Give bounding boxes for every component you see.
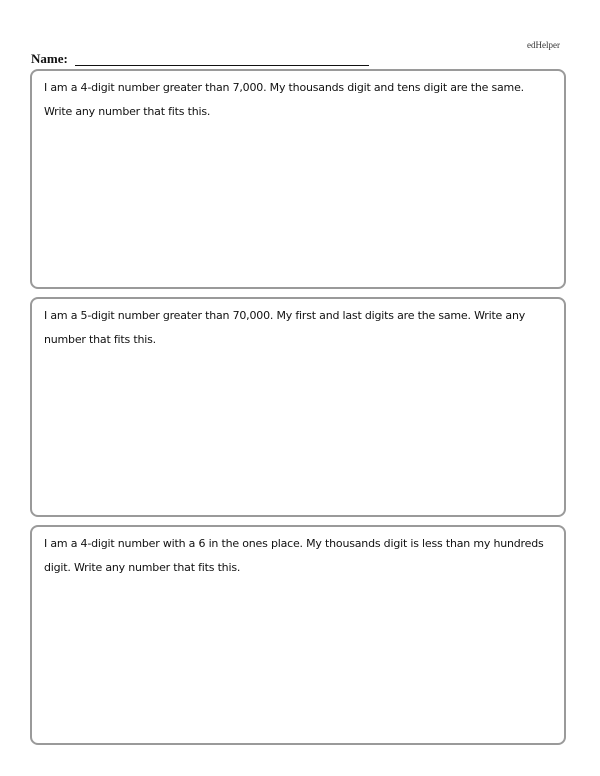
problem-box-1[interactable]: [30, 69, 566, 289]
problem-text-3: I am a 4-digit number with a 6 in the ones place. My thousands digit is less than my hundreds digit. Write any number that fits this.: [44, 537, 544, 574]
problem-box-3[interactable]: [30, 525, 566, 745]
name-field: [31, 51, 369, 66]
brand-label: edHelper: [527, 40, 560, 50]
name-write-line[interactable]: [75, 52, 369, 66]
name-label: Name:: [31, 51, 68, 66]
problem-text-2: I am a 5-digit number greater than 70,000. My first and last digits are the same. Write any number that fits this.: [44, 309, 526, 346]
problem-text-1: I am a 4-digit number greater than 7,000. My thousands digit and tens digit are the same. Write any number that fits this.: [44, 81, 524, 118]
problem-box-2[interactable]: [30, 297, 566, 517]
